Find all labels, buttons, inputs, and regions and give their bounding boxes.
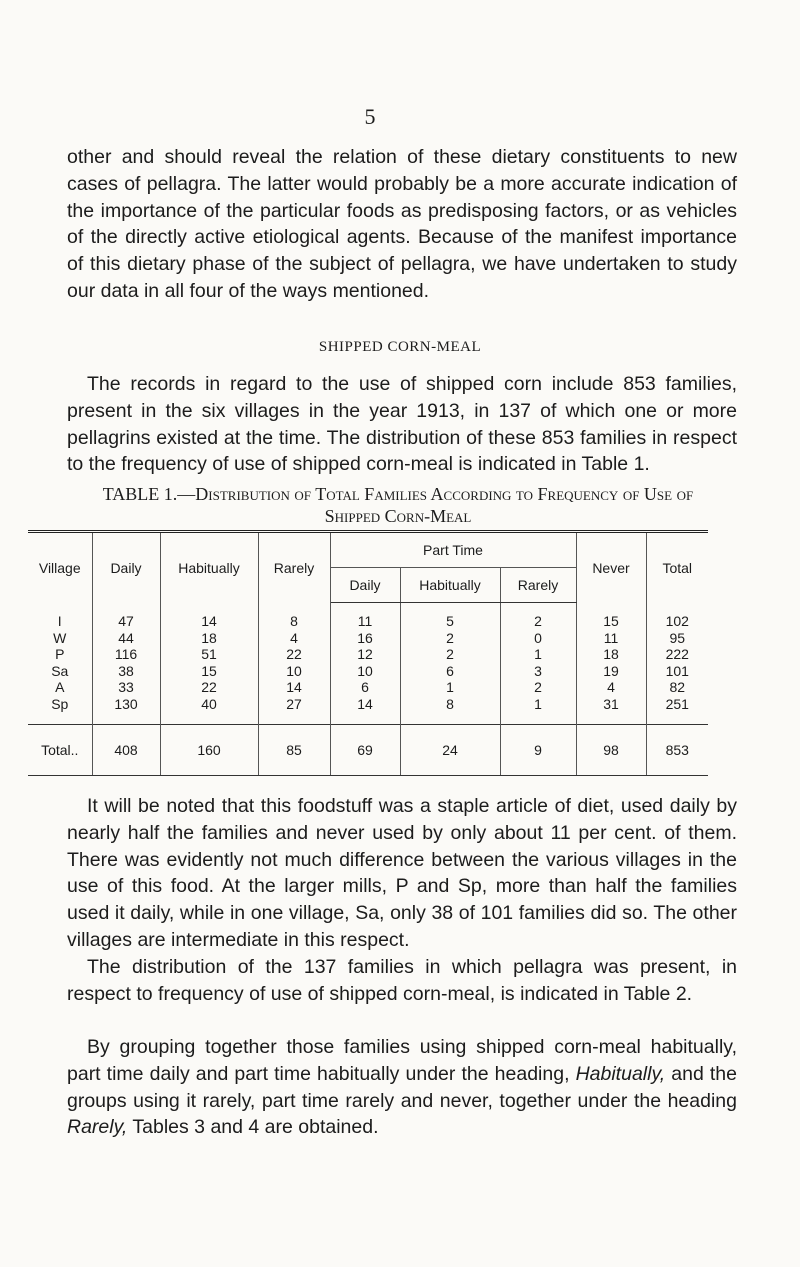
- total-cell: 853: [646, 725, 708, 776]
- table-cell: 22: [258, 646, 330, 663]
- header-daily: Daily: [92, 532, 160, 603]
- table-cell: 6: [400, 663, 500, 680]
- header-village: Village: [28, 532, 92, 603]
- table-cell: 14: [330, 696, 400, 725]
- table-row: [28, 696, 708, 725]
- table-cell: 101: [665, 662, 689, 679]
- paragraph-distribution: The distribution of the 137 families in which pellagra was present, in respect to frequency of use of shipped corn-meal, is indicated in Table 2.: [67, 956, 737, 1005]
- table-cell: 22: [160, 679, 258, 696]
- grouping-text-b: and the groups using it rarely, part time rarely and never, together under the heading: [67, 1062, 738, 1112]
- table-cell: 116: [92, 646, 160, 663]
- paragraph-grouping: [67, 1034, 737, 1141]
- table-1: [28, 530, 708, 776]
- table-cell: 2: [500, 679, 576, 696]
- total-cell: Total..: [28, 725, 92, 776]
- table-cell: 38: [92, 663, 160, 680]
- table-row: [28, 603, 708, 630]
- total-cell: 98: [576, 725, 646, 776]
- table-row: [28, 630, 708, 647]
- table-cell: Sa: [28, 663, 92, 680]
- section-heading: SHIPPED CORN-MEAL: [318, 339, 482, 355]
- header-part-time-habitually: Habitually: [400, 568, 500, 603]
- table-cell: A: [28, 679, 92, 696]
- table-cell: 1: [400, 679, 500, 696]
- table-cell: 51: [160, 646, 258, 663]
- total-cell: 24: [400, 725, 500, 776]
- table-cell: 11: [576, 630, 646, 647]
- table-cell: 40: [160, 696, 258, 725]
- table-cell: 44: [92, 630, 160, 647]
- table-cell: 47: [92, 603, 160, 630]
- table-cell: Sp: [28, 696, 92, 725]
- total-cell: 85: [258, 725, 330, 776]
- paragraph-intro: other and should reveal the relation of these dietary constituents to new cases of pellagra. The latter would probably be a more accurate indication of the importance of the particular foods as predisposing factors, or as vehicles of the directly active etiological agents. Because of the manifest importance of this dietary phase of the subject of pellagra, we have undertaken to study our data in all four of the ways mentioned.: [67, 146, 737, 302]
- table-cell: 4: [576, 679, 646, 696]
- paragraph-staple: It will be noted that this foodstuff was a staple article of diet, used daily by nearly half the families and never used by only about 11 per cent. of them. There was evidently not much difference between the various villages in the use of this food. At the larger mills, P and Sp, more than half the families used it daily, while in one village, Sa, only 38 of 101 families did so. The other villages are intermediate in this respect.: [67, 795, 737, 951]
- table-cell: P: [28, 646, 92, 663]
- grouping-italic-habitually: Habitually,: [575, 1062, 666, 1085]
- table-total-row: [28, 725, 708, 776]
- table-cell: 16: [330, 630, 400, 647]
- table-cell: 27: [258, 696, 330, 725]
- table-cell: 82: [669, 679, 686, 695]
- header-part-time: Part Time: [330, 532, 576, 568]
- table-cell: 3: [500, 663, 576, 680]
- table-cell: 1: [500, 646, 576, 663]
- table-cell: 130: [92, 696, 160, 725]
- table-cell: 14: [258, 679, 330, 696]
- header-never: Never: [576, 532, 646, 603]
- table-cell: 15: [576, 603, 646, 630]
- total-cell: 160: [160, 725, 258, 776]
- table-cell: 6: [330, 679, 400, 696]
- page-number: 5: [364, 104, 376, 129]
- table-cell: 12: [330, 646, 400, 663]
- table-cell: 5: [400, 603, 500, 630]
- table-cell: 8: [258, 603, 330, 630]
- table-cell: 31: [576, 696, 646, 725]
- header-total: Total: [646, 532, 708, 603]
- table-cell: 2: [400, 630, 500, 647]
- table-cell: 2: [400, 646, 500, 663]
- table-cell: W: [28, 630, 92, 647]
- grouping-text-c: Tables 3 and 4 are obtained.: [127, 1116, 379, 1139]
- table-cell: 18: [576, 646, 646, 663]
- table-cell: 2: [500, 603, 576, 630]
- table-cell: 251: [665, 695, 689, 712]
- header-part-time-rarely: Rarely: [500, 568, 576, 603]
- table-cell: 0: [500, 630, 576, 647]
- table-cell: 11: [330, 603, 400, 630]
- table-cell: 1: [500, 696, 576, 725]
- table-cell: 95: [669, 629, 686, 646]
- table-cell: 19: [576, 663, 646, 680]
- paragraph-records: The records in regard to the use of shipped corn include 853 families, present in the six villages in the year 1913, in 137 of which one or more pellagrins existed at the time. The distribution of these 853 families in respect to the frequency of use of shipped corn-meal is indicated in Table 1.: [67, 373, 737, 476]
- total-cell: 69: [330, 725, 400, 776]
- header-habitually: Habitually: [160, 532, 258, 603]
- table-cell: 10: [258, 663, 330, 680]
- grouping-text-a: By grouping together those families using shipped corn-meal habitually, part time daily and part time habitually under the heading,: [67, 1036, 737, 1085]
- table-cell: 222: [665, 646, 689, 662]
- table-cell: 102: [665, 612, 689, 629]
- table-caption-line1: TABLE 1.—Distribution of Total Families According to Frequency of Use of: [102, 484, 694, 504]
- table-cell: 8: [400, 696, 500, 725]
- table-cell: 15: [160, 663, 258, 680]
- table-cell: 4: [258, 630, 330, 647]
- table-cell: 10: [330, 663, 400, 680]
- table-cell: 33: [92, 679, 160, 696]
- table-cell: 18: [160, 630, 258, 647]
- header-rarely: Rarely: [258, 532, 330, 603]
- table-row: [28, 679, 708, 696]
- header-part-time-daily: Daily: [330, 568, 400, 603]
- table-caption-line2: Shipped Corn-Meal: [324, 506, 472, 526]
- total-cell: 408: [92, 725, 160, 776]
- table-caption: [28, 483, 768, 527]
- total-cell: 9: [500, 725, 576, 776]
- table-cell: 14: [160, 603, 258, 630]
- grouping-italic-rarely: Rarely,: [67, 1116, 128, 1139]
- table-row: [28, 646, 708, 663]
- table-row: [28, 663, 708, 680]
- table-cell: I: [28, 603, 92, 630]
